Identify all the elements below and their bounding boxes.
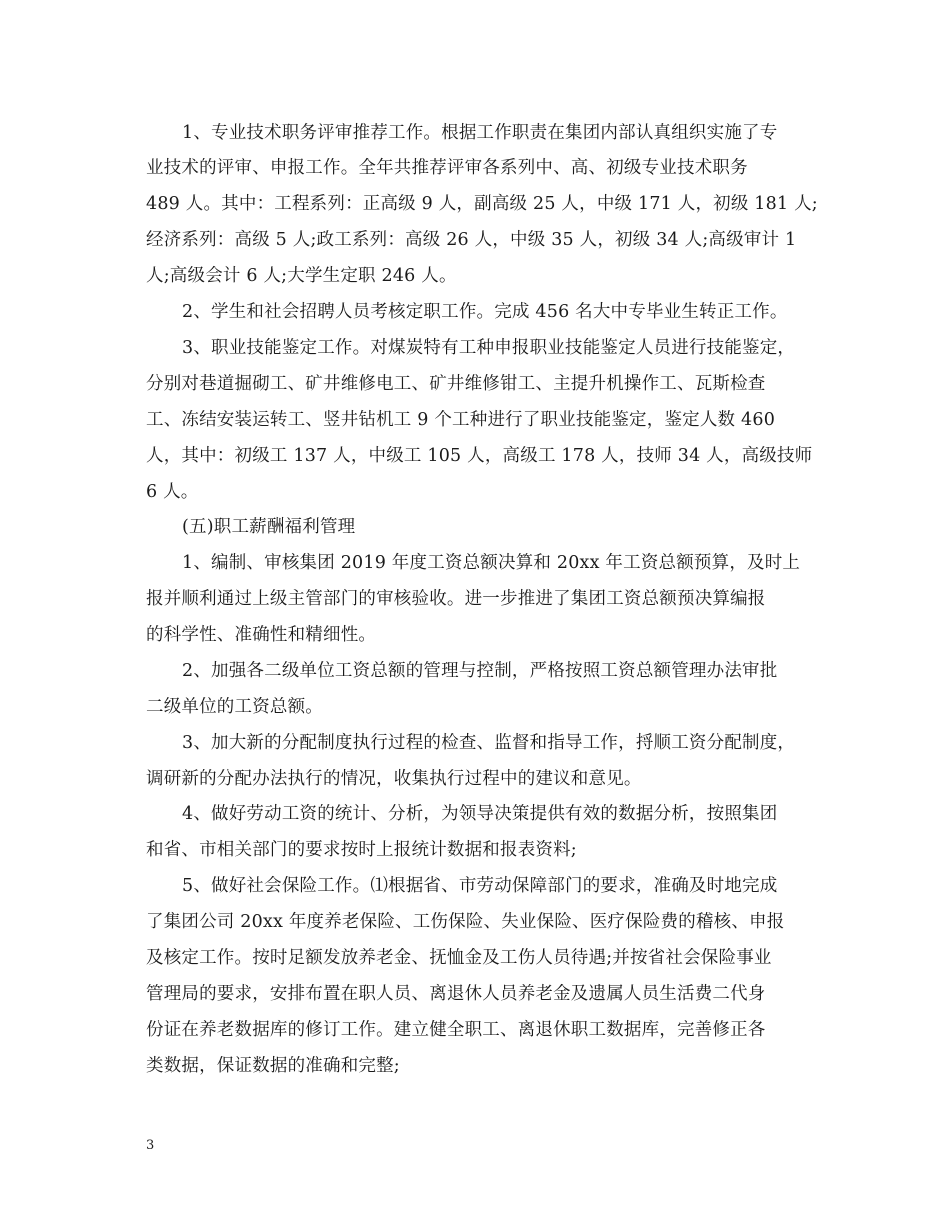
text-line: 4、做好劳动工资的统计、分析，为领导决策提供有效的数据分析，按照集团 (182, 804, 778, 824)
text-line: 2、学生和社会招聘人员考核定职工作。完成 456 名大中专毕业生转正工作。 (182, 302, 788, 322)
text-line: 了集团公司 20xx 年度养老保险、工伤保险、失业保险、医疗保险费的稽核、申报 (146, 912, 785, 932)
text-line: 的科学性、准确性和精细性。 (146, 625, 377, 645)
text-line: 6 人。 (146, 482, 199, 502)
text-line: 3、职业技能鉴定工作。对煤炭特有工种申报职业技能鉴定人员进行技能鉴定， (182, 338, 796, 358)
text-line: 经济系列：高级 5 人;政工系列：高级 26 人，中级 35 人，初级 34 人;高级审计 1 (146, 230, 797, 250)
text-line: 1、专业技术职务评审推荐工作。根据工作职责在集团内部认真组织实施了专 (182, 123, 778, 143)
text-line: 工、冻结安装运转工、竖井钻机工 9 个工种进行了职业技能鉴定，鉴定人数 460 (146, 410, 776, 430)
text-line: 3、加大新的分配制度执行过程的检查、监督和指导工作，捋顺工资分配制度， (182, 733, 796, 753)
text-line: 二级单位的工资总额。 (146, 697, 323, 717)
text-line: 管理局的要求，安排布置在职人员、离退休人员养老金及遗属人员生活费二代身 (146, 984, 766, 1004)
text-line: 1、编制、审核集团 2019 年度工资总额决算和 20xx 年工资总额预算，及时上 (182, 553, 801, 573)
text-line: 2、加强各二级单位工资总额的管理与控制，严格按照工资总额管理办法审批 (182, 661, 778, 681)
text-line: 分别对巷道掘砌工、矿井维修电工、矿井维修钳工、主提升机操作工、瓦斯检查 (146, 374, 766, 394)
text-line: 份证在养老数据库的修订工作。建立健全职工、离退休职工数据库，完善修正各 (146, 1020, 766, 1040)
text-line: 调研新的分配办法执行的情况，收集执行过程中的建议和意见。 (146, 769, 642, 789)
text-line: 5、做好社会保险工作。⑴根据省、市劳动保障部门的要求，准确及时地完成 (182, 876, 778, 896)
text-line: 业技术的评审、申报工作。全年共推荐评审各系列中、高、初级专业技术职务 (146, 158, 748, 178)
section-heading: (五)职工薪酬福利管理 (182, 517, 356, 537)
text-line: 类数据，保证数据的准确和完整; (146, 1056, 400, 1076)
text-line: 报并顺利通过上级主管部门的审核验收。进一步推进了集团工资总额预决算编报 (146, 589, 766, 609)
text-line: 489 人。其中：工程系列：正高级 9 人，副高级 25 人，中级 171 人，初级 181 人; (146, 194, 818, 214)
text-line: 人，其中：初级工 137 人，中级工 105 人，高级工 178 人，技师 34 人，高级技师 (146, 446, 813, 466)
text-line: 及核定工作。按时足额发放养老金、抚恤金及工伤人员待遇;并按省社会保险事业 (146, 948, 772, 968)
page-number: 3 (146, 1138, 155, 1153)
text-line: 和省、市相关部门的要求按时上报统计数据和报表资料; (146, 840, 577, 860)
text-line: 人;高级会计 6 人;大学生定职 246 人。 (146, 266, 457, 286)
